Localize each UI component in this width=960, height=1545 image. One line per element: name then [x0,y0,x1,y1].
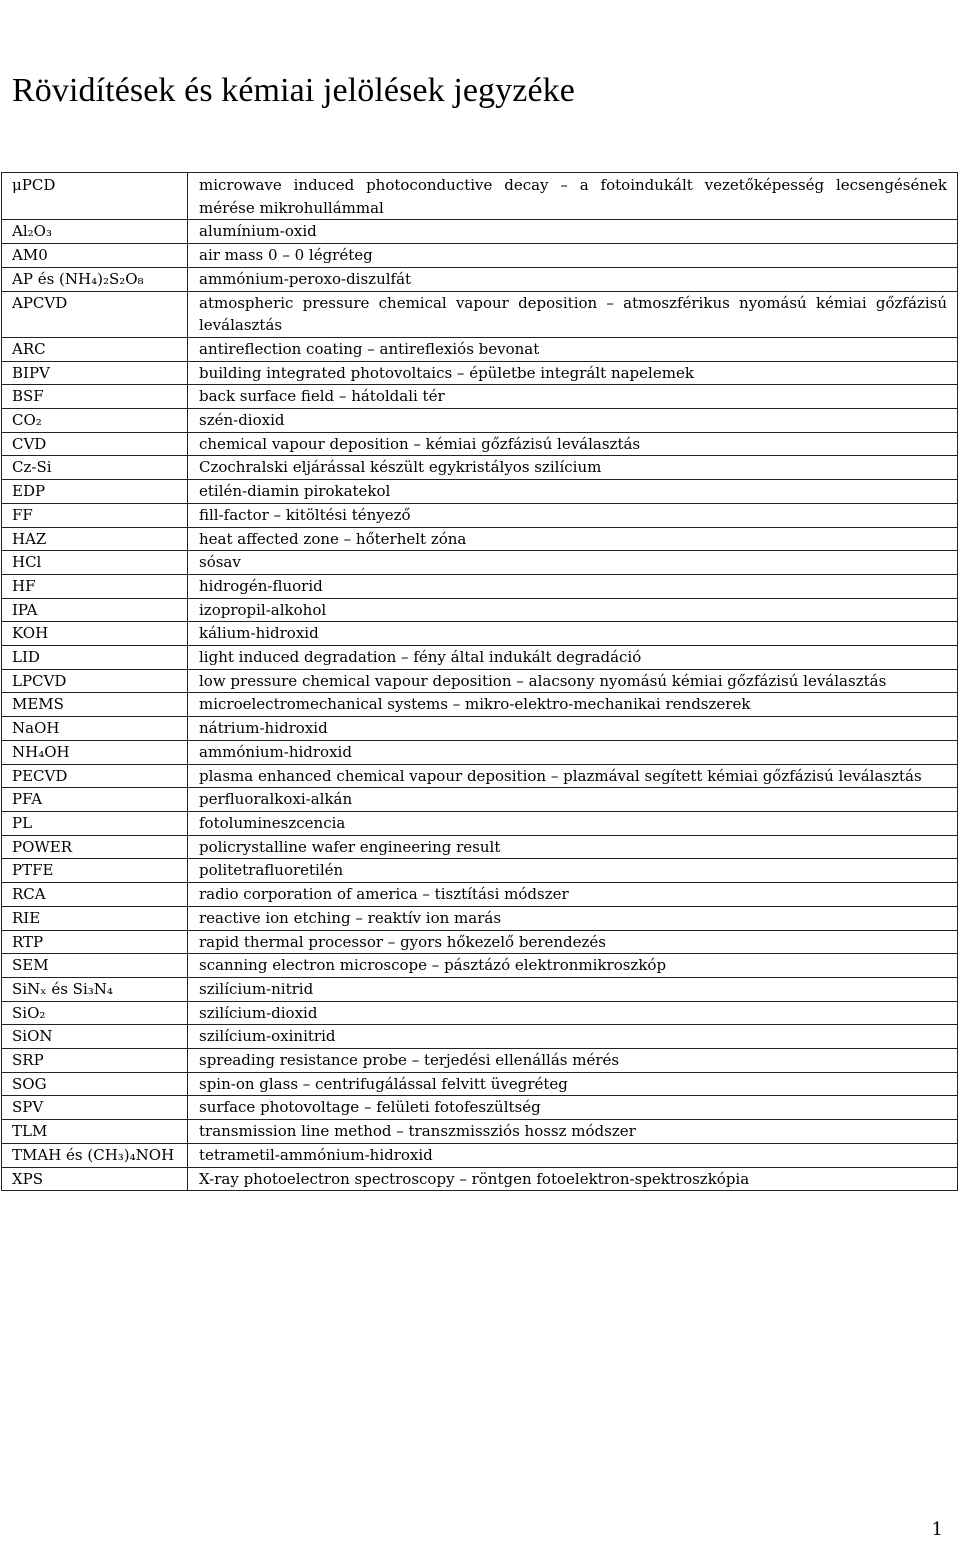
abbreviation-cell: RTP [2,930,188,954]
table-row [2,788,958,812]
abbreviation-cell: HF [2,574,188,598]
abbreviation-cell: TLM [2,1120,188,1144]
abbreviation-cell: TMAH és (CH₃)₄NOH [2,1143,188,1167]
definition-cell: chemical vapour deposition – kémiai gőzfázisú leválasztás [188,432,958,456]
table-row [2,527,958,551]
definition-cell: spin-on glass – centrifugálással felvitt üvegréteg [188,1072,958,1096]
table-row [2,1096,958,1120]
definition-cell: rapid thermal processor – gyors hőkezelő berendezés [188,930,958,954]
definition-cell: nátrium-hidroxid [188,717,958,741]
definition-cell: fill-factor – kitöltési tényező [188,503,958,527]
table-row [2,977,958,1001]
abbreviation-cell: HCl [2,551,188,575]
definition-cell: szilícium-nitrid [188,977,958,1001]
definition-cell: szilícium-dioxid [188,1001,958,1025]
abbreviation-cell: μPCD [2,173,188,220]
table-row [2,503,958,527]
table-row [2,669,958,693]
definition-cell: microelectromechanical systems – mikro-elektro-mechanikai rendszerek [188,693,958,717]
abbreviation-cell: EDP [2,480,188,504]
abbreviation-cell: SiNₓ és Si₃N₄ [2,977,188,1001]
table-row [2,930,958,954]
table-row [2,717,958,741]
table-row [2,859,958,883]
table-row [2,693,958,717]
definition-cell: back surface field – hátoldali tér [188,385,958,409]
definition-cell: scanning electron microscope – pásztázó elektronmikroszkóp [188,954,958,978]
definition-cell: ammónium-hidroxid [188,740,958,764]
table-row [2,409,958,433]
table-row [2,1120,958,1144]
abbreviation-cell: ARC [2,337,188,361]
abbreviation-cell: SiO₂ [2,1001,188,1025]
abbreviation-cell: BIPV [2,361,188,385]
table-row [2,764,958,788]
abbreviation-cell: MEMS [2,693,188,717]
definition-cell: atmospheric pressure chemical vapour deposition – atmoszférikus nyomású kémiai gőzfázisú leválasztás [188,291,958,337]
definition-cell: politetrafluoretilén [188,859,958,883]
definition-cell: hidrogén-fluorid [188,574,958,598]
definition-cell: light induced degradation – fény által indukált degradáció [188,646,958,670]
definition-cell: etilén-diamin pirokatekol [188,480,958,504]
abbreviation-cell: KOH [2,622,188,646]
table-row [2,551,958,575]
table-row [2,835,958,859]
abbreviation-cell: HAZ [2,527,188,551]
abbreviation-cell: LID [2,646,188,670]
table-row [2,574,958,598]
definition-cell: tetrametil-ammónium-hidroxid [188,1143,958,1167]
definition-cell: radio corporation of america – tisztítási módszer [188,883,958,907]
definition-cell: perfluoralkoxi-alkán [188,788,958,812]
definition-cell: low pressure chemical vapour deposition – alacsony nyomású kémiai gőzfázisú leválasztás [188,669,958,693]
table-row [2,954,958,978]
definition-cell: izopropil-alkohol [188,598,958,622]
definition-cell: szén-dioxid [188,409,958,433]
table-row [2,598,958,622]
table-row [2,1167,958,1191]
table-row [2,1072,958,1096]
table-row [2,385,958,409]
abbreviation-cell: AM0 [2,244,188,268]
definition-cell: spreading resistance probe – terjedési ellenállás mérés [188,1049,958,1073]
table-row [2,811,958,835]
abbreviation-cell: Cz-Si [2,456,188,480]
abbreviation-cell: PL [2,811,188,835]
definition-cell: antireflection coating – antireflexiós bevonat [188,337,958,361]
abbreviation-cell: SEM [2,954,188,978]
definition-cell: X-ray photoelectron spectroscopy – röntgen fotoelektron-spektroszkópia [188,1167,958,1191]
abbreviation-cell: FF [2,503,188,527]
abbreviation-cell: NH₄OH [2,740,188,764]
definition-cell: microwave induced photoconductive decay – a fotoindukált vezetőképesség lecsengésének mérése mikrohullámmal [188,173,958,220]
definition-cell: heat affected zone – hőterhelt zóna [188,527,958,551]
table-row [2,1143,958,1167]
table-row [2,173,958,220]
table-row [2,1025,958,1049]
table-row [2,622,958,646]
definition-cell: building integrated photovoltaics – épületbe integrált napelemek [188,361,958,385]
definition-cell: szilícium-oxinitrid [188,1025,958,1049]
definition-cell: ammónium-peroxo-diszulfát [188,267,958,291]
definition-cell: kálium-hidroxid [188,622,958,646]
table-row [2,361,958,385]
abbreviation-cell: NaOH [2,717,188,741]
definition-cell: Czochralski eljárással készült egykristályos szilícium [188,456,958,480]
abbreviation-cell: PTFE [2,859,188,883]
abbreviation-cell: RCA [2,883,188,907]
definition-cell: policrystalline wafer engineering result [188,835,958,859]
abbreviation-cell: RIE [2,906,188,930]
definition-cell: sósav [188,551,958,575]
table-row [2,1001,958,1025]
table-row [2,906,958,930]
definition-cell: air mass 0 – 0 légréteg [188,244,958,268]
table-row [2,883,958,907]
table-row [2,740,958,764]
abbreviation-cell: LPCVD [2,669,188,693]
abbreviation-cell: XPS [2,1167,188,1191]
abbreviation-cell: AP és (NH₄)₂S₂O₈ [2,267,188,291]
abbreviation-cell: SiON [2,1025,188,1049]
abbreviation-cell: IPA [2,598,188,622]
abbreviation-cell: Al₂O₃ [2,220,188,244]
definition-cell: surface photovoltage – felületi fotofeszültség [188,1096,958,1120]
table-row [2,480,958,504]
table-row [2,267,958,291]
abbreviation-cell: CO₂ [2,409,188,433]
abbreviation-cell: CVD [2,432,188,456]
definition-cell: plasma enhanced chemical vapour deposition – plazmával segített kémiai gőzfázisú leválasztás [188,764,958,788]
table-row [2,337,958,361]
abbreviation-cell: APCVD [2,291,188,337]
table-row [2,646,958,670]
definition-cell: reactive ion etching – reaktív ion marás [188,906,958,930]
abbreviation-cell: SRP [2,1049,188,1073]
abbreviation-cell: PFA [2,788,188,812]
page-number: 1 [931,1519,943,1540]
abbreviations-table [1,172,958,1191]
table-row [2,432,958,456]
definition-cell: transmission line method – transzmissziós hossz módszer [188,1120,958,1144]
abbreviation-cell: POWER [2,835,188,859]
table-row [2,456,958,480]
abbreviation-cell: SOG [2,1072,188,1096]
table-row [2,291,958,337]
table-row [2,1049,958,1073]
definition-cell: fotolumineszcencia [188,811,958,835]
table-row [2,220,958,244]
abbreviation-cell: BSF [2,385,188,409]
abbreviation-cell: SPV [2,1096,188,1120]
abbreviations-table-body [2,173,958,1191]
definition-cell: alumínium-oxid [188,220,958,244]
table-row [2,244,958,268]
abbreviation-cell: PECVD [2,764,188,788]
page-title: Rövidítések és kémiai jelölések jegyzéke [12,72,575,109]
